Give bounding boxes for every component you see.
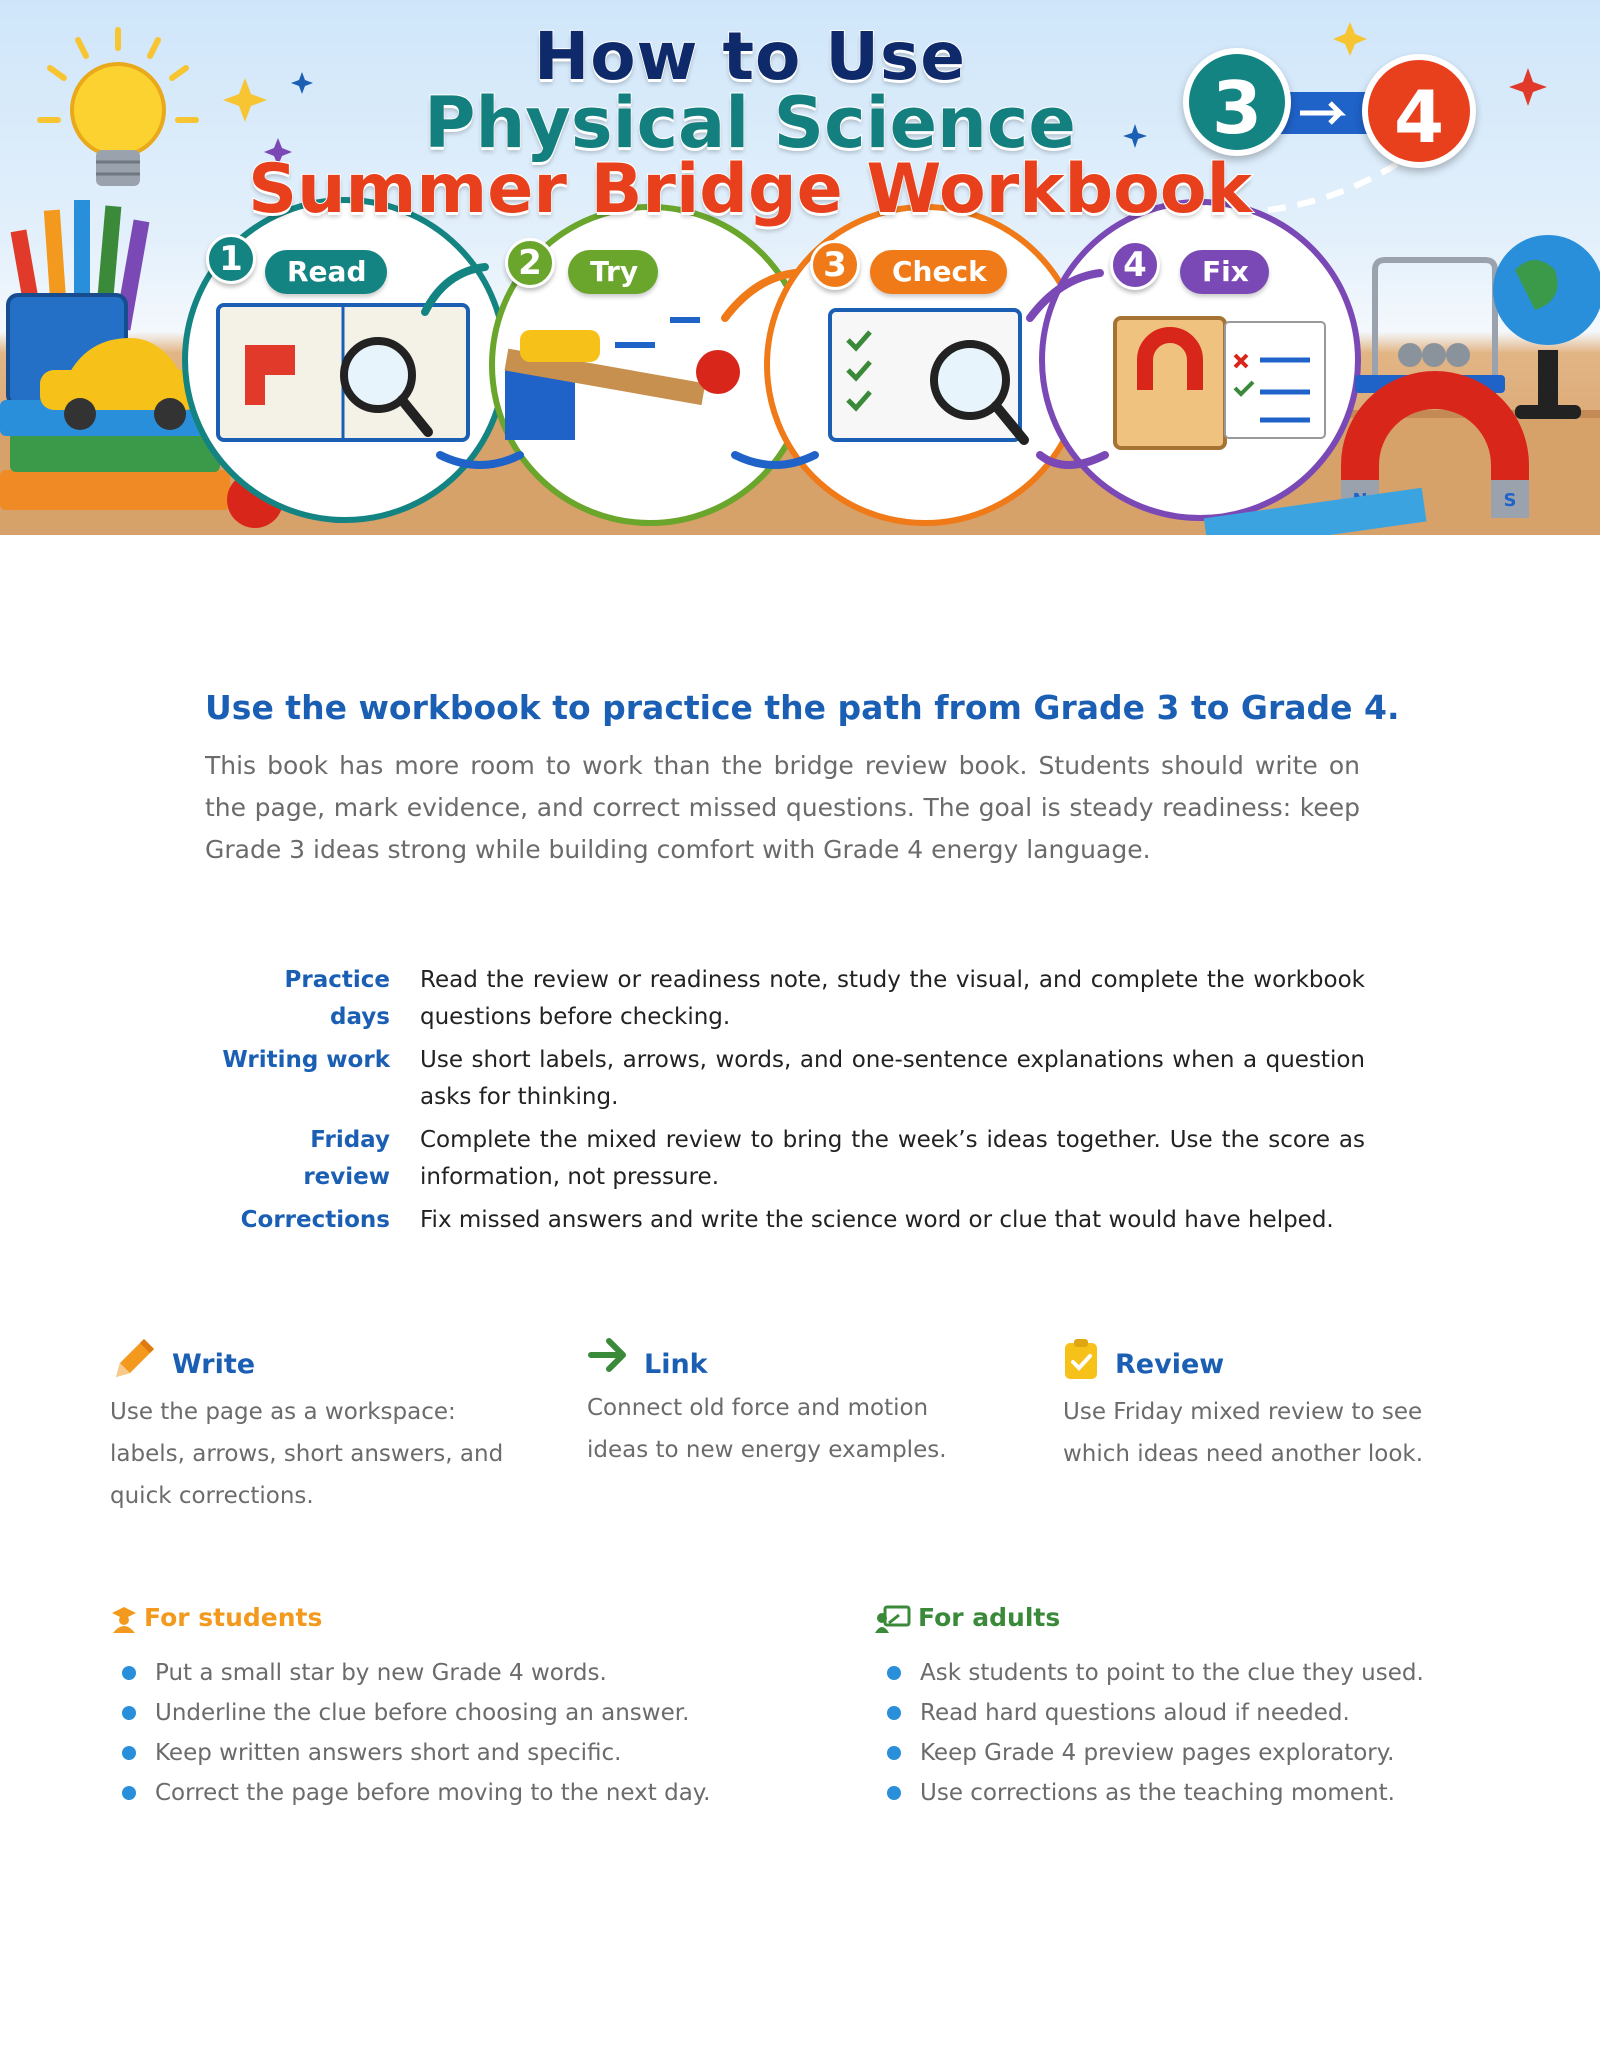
feature-body: Use Friday mixed review to see which ideas need another look. bbox=[1063, 1399, 1424, 1467]
bullet-icon bbox=[887, 1786, 901, 1800]
definition-term: Practice days bbox=[284, 967, 390, 1030]
bullet-icon bbox=[122, 1666, 136, 1680]
students-list-block bbox=[110, 1603, 760, 1823]
grade-from-badge: 3 bbox=[1183, 48, 1291, 156]
feature-link bbox=[587, 1335, 987, 1495]
step-check-number: 3 bbox=[810, 240, 860, 290]
grade-to-badge: 4 bbox=[1362, 54, 1476, 168]
pencil-icon bbox=[110, 1335, 158, 1383]
adults-list bbox=[875, 1653, 1424, 1813]
feature-title: Write bbox=[172, 1349, 256, 1380]
bullet-icon bbox=[122, 1746, 136, 1760]
hero-title-line3: Summer Bridge Workbook bbox=[248, 150, 1252, 229]
list-item-text: Ask students to point to the clue they used. bbox=[920, 1660, 1424, 1686]
definition-row bbox=[220, 1042, 1370, 1116]
list-item bbox=[110, 1693, 710, 1733]
list-item bbox=[875, 1733, 1424, 1773]
list-item bbox=[875, 1773, 1424, 1813]
list-item-text: Read hard questions aloud if needed. bbox=[920, 1700, 1350, 1726]
step-fix-number: 4 bbox=[1110, 240, 1160, 290]
student-icon bbox=[110, 1605, 138, 1633]
step-fix-label: Fix bbox=[1180, 250, 1269, 294]
bullet-icon bbox=[887, 1666, 901, 1680]
definition-row bbox=[220, 962, 1370, 1036]
list-item bbox=[875, 1693, 1424, 1733]
definition-desc: Use short labels, arrows, words, and one-sentence explanations when a question asks for thinking. bbox=[420, 1047, 1365, 1110]
step-read-label: Read bbox=[265, 250, 387, 294]
adults-list-block bbox=[875, 1603, 1525, 1823]
definition-term: Friday review bbox=[303, 1127, 390, 1190]
step-read-number: 1 bbox=[206, 234, 256, 284]
definition-desc: Complete the mixed review to bring the week’s ideas together. Use the score as information, not pressure. bbox=[420, 1127, 1365, 1190]
list-item-text: Put a small star by new Grade 4 words. bbox=[155, 1660, 607, 1686]
intro-body: This book has more room to work than the bridge review book. Students should write on the page, mark evidence, and correct missed questions. The goal is steady readiness: keep Grade 3 ideas strong while building comfort with Grade 4 energy language. bbox=[205, 751, 1360, 864]
definition-row bbox=[220, 1122, 1370, 1196]
list-item-text: Use corrections as the teaching moment. bbox=[920, 1780, 1395, 1806]
feature-write bbox=[110, 1335, 510, 1515]
hero-title-line2: Physical Science bbox=[424, 82, 1076, 164]
definition-desc: Read the review or readiness note, study the visual, and complete the workbook questions before checking. bbox=[420, 967, 1365, 1030]
arrow-right-icon bbox=[587, 1335, 631, 1375]
feature-title: Link bbox=[644, 1349, 708, 1380]
list-item-text: Underline the clue before choosing an answer. bbox=[155, 1700, 690, 1726]
bullet-icon bbox=[887, 1746, 901, 1760]
bullet-icon bbox=[122, 1706, 136, 1720]
definition-term: Writing work bbox=[222, 1047, 390, 1073]
step-try-label: Try bbox=[568, 250, 658, 294]
definition-term: Corrections bbox=[240, 1207, 390, 1233]
definition-row bbox=[220, 1202, 1370, 1239]
list-item-text: Keep written answers short and specific. bbox=[155, 1740, 622, 1766]
feature-title: Review bbox=[1115, 1349, 1225, 1380]
magnet-south-label: S bbox=[1503, 490, 1517, 511]
intro-heading: Use the workbook to practice the path from Grade 3 to Grade 4. bbox=[205, 688, 1400, 727]
hero-title-line1: How to Use bbox=[533, 18, 967, 95]
definition-desc: Fix missed answers and write the science word or clue that would have helped. bbox=[420, 1207, 1334, 1233]
list-item bbox=[110, 1653, 710, 1693]
list-item bbox=[110, 1773, 710, 1813]
list-item bbox=[875, 1653, 1424, 1693]
list-item-text: Correct the page before moving to the next day. bbox=[155, 1780, 711, 1806]
globe-icon bbox=[1493, 235, 1600, 419]
feature-body: Connect old force and motion ideas to new energy examples. bbox=[587, 1395, 947, 1463]
bullet-icon bbox=[887, 1706, 901, 1720]
clipboard-check-icon bbox=[1063, 1337, 1099, 1381]
bullet-icon bbox=[122, 1786, 136, 1800]
adults-heading: For adults bbox=[918, 1603, 1061, 1632]
students-list bbox=[110, 1653, 710, 1813]
students-heading: For students bbox=[144, 1603, 323, 1632]
step-try-number: 2 bbox=[505, 238, 555, 288]
definition-list bbox=[220, 962, 1370, 1245]
feature-body: Use the page as a workspace: labels, arrows, short answers, and quick corrections. bbox=[110, 1399, 504, 1509]
teacher-board-icon bbox=[875, 1605, 911, 1633]
list-item-text: Keep Grade 4 preview pages exploratory. bbox=[920, 1740, 1395, 1766]
hero-banner bbox=[0, 0, 1600, 535]
step-check-label: Check bbox=[870, 250, 1007, 294]
feature-review bbox=[1063, 1335, 1463, 1495]
list-item bbox=[110, 1733, 710, 1773]
